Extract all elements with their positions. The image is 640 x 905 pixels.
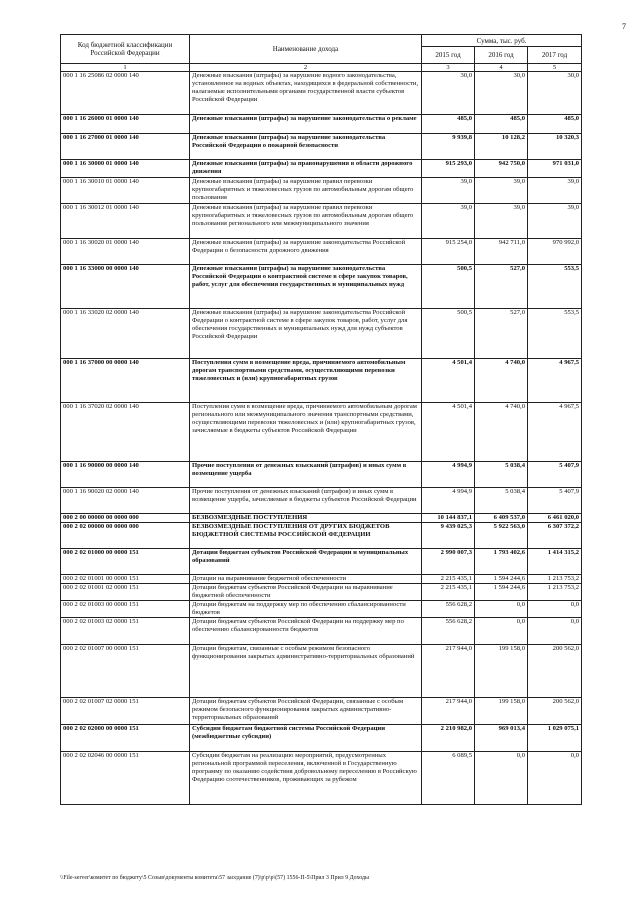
row-code: 000 1 16 37020 02 0000 140 [61,403,190,462]
row-value-2015: 217 944,0 [422,698,475,725]
row-value-2016: 30,0 [475,72,528,115]
row-code: 000 2 02 00000 00 0000 000 [61,523,190,549]
row-code: 000 2 02 01007 02 0000 151 [61,698,190,725]
row-value-2017: 970 992,0 [528,239,582,265]
row-name: Денежные взыскания (штрафы) за нарушение законодательства Российской Федерации о контрактной системе в сфере закупок товаров, работ, услуг для обеспечения государственных и муниципальных нужд [190,265,422,309]
row-code: 000 1 16 37000 00 0000 140 [61,359,190,403]
row-value-2016: 0,0 [475,601,528,618]
row-value-2015: 39,0 [422,204,475,239]
index-col-5: 5 [528,64,582,72]
row-value-2015: 4 994,9 [422,488,475,514]
row-value-2016: 5 038,4 [475,488,528,514]
row-value-2016: 39,0 [475,204,528,239]
row-code: 000 1 16 30012 01 0000 140 [61,204,190,239]
row-value-2016: 969 013,4 [475,725,528,752]
row-value-2017: 10 320,3 [528,134,582,160]
row-code: 000 2 00 00000 00 0000 000 [61,514,190,523]
table-row [61,725,582,752]
row-value-2017: 0,0 [528,618,582,645]
row-name: Поступления сумм в возмещение вреда, причиняемого автомобильным дорогам транспортными средствами, осуществляющими перевозки тяжеловесных и (или) крупногабаритных грузов [190,359,422,403]
table-row [61,523,582,549]
page-number: 7 [622,22,626,31]
row-value-2017: 200 562,0 [528,698,582,725]
row-code: 000 1 16 90020 02 0000 140 [61,488,190,514]
row-name: Субсидии бюджетам на реализацию мероприятий, предусмотренных региональной программой переселения, включенной в Государственную программу по оказанию содействия добровольному переселению в Российскую Федерацию соотечественников, проживающих за рубежом [190,752,422,805]
row-code: 000 1 16 27000 01 0000 140 [61,134,190,160]
row-value-2015: 217 944,0 [422,645,475,698]
row-value-2017: 30,0 [528,72,582,115]
row-value-2015: 4 994,9 [422,462,475,488]
row-value-2017: 553,5 [528,309,582,359]
row-value-2015: 2 990 007,3 [422,549,475,575]
table-row [61,549,582,575]
row-name: Денежные взыскания (штрафы) за нарушение правил перевозки крупногабаритных и тяжеловесных грузов по автомобильным дорогам общего пользования регионального или межмуниципального значения [190,204,422,239]
row-code: 000 2 02 01001 00 0000 151 [61,575,190,584]
index-col-3: 3 [422,64,475,72]
header-code: Код бюджетной классификации Российской Федерации [61,35,190,64]
table-row [61,601,582,618]
row-value-2015: 9 939,8 [422,134,475,160]
row-value-2017: 4 967,5 [528,403,582,462]
row-value-2017: 0,0 [528,601,582,618]
row-value-2016: 39,0 [475,178,528,204]
row-value-2017: 1 213 753,2 [528,584,582,601]
row-code: 000 1 16 30000 01 0000 140 [61,160,190,178]
table-row [61,488,582,514]
index-col-1: 1 [61,64,190,72]
table-row [61,178,582,204]
row-value-2017: 0,0 [528,752,582,805]
table-row [61,462,582,488]
table-row [61,115,582,134]
row-name: Денежные взыскания (штрафы) за нарушение водного законодательства, установленное на водных объектах, находящихся в федеральной собственности, налагаемые исполнительными органами государственной власти субъектов Российской Федерации [190,72,422,115]
row-value-2015: 556 628,2 [422,601,475,618]
row-value-2016: 199 158,0 [475,698,528,725]
row-code: 000 1 16 26000 01 0000 140 [61,115,190,134]
row-value-2017: 1 213 753,2 [528,575,582,584]
row-name: Поступления сумм в возмещение вреда, причиняемого автомобильным дорогам регионального или межмуниципального значения транспортными средствами, осуществляющими перевозки тяжеловесных и (или) крупногабаритных грузов, зачисляемые в бюджеты субъектов Российской Федерации [190,403,422,462]
row-value-2015: 39,0 [422,178,475,204]
revenue-table [60,34,582,805]
row-code: 000 1 16 33000 00 0000 140 [61,265,190,309]
row-name: Прочие поступления от денежных взысканий (штрафов) и иных сумм в возмещение ущерба [190,462,422,488]
row-name: Субсидии бюджетам бюджетной системы Российской Федерации (межбюджетные субсидии) [190,725,422,752]
row-value-2016: 1 594 244,6 [475,575,528,584]
table-row [61,359,582,403]
row-value-2015: 4 501,4 [422,359,475,403]
table-row [61,309,582,359]
row-code: 000 1 16 90000 00 0000 140 [61,462,190,488]
table-row [61,584,582,601]
row-value-2016: 5 922 563,0 [475,523,528,549]
header-amount: Сумма, тыс. руб. [422,35,582,47]
row-name: Дотации бюджетам на поддержку мер по обеспечению сбалансированности бюджетов [190,601,422,618]
index-col-4: 4 [475,64,528,72]
row-value-2017: 1 414 315,2 [528,549,582,575]
row-value-2016: 527,0 [475,309,528,359]
table-row [61,514,582,523]
row-value-2017: 1 029 075,1 [528,725,582,752]
row-name: Денежные взыскания (штрафы) за нарушение законодательства Российской Федерации о контрактной системе в сфере закупок товаров, работ, услуг для обеспечения государственных и муниципальных нужд для нужд субъектов Российской Федерации [190,309,422,359]
row-name: Дотации на выравнивание бюджетной обеспеченности [190,575,422,584]
header-year-2017: 2017 год [528,47,582,64]
row-value-2016: 4 740,0 [475,403,528,462]
row-value-2017: 39,0 [528,178,582,204]
row-value-2015: 2 215 435,1 [422,575,475,584]
row-value-2016: 4 740,0 [475,359,528,403]
row-value-2015: 500,5 [422,265,475,309]
row-value-2017: 6 307 372,2 [528,523,582,549]
table-row [61,575,582,584]
row-value-2016: 5 038,4 [475,462,528,488]
row-value-2016: 1 594 244,6 [475,584,528,601]
row-value-2015: 4 501,4 [422,403,475,462]
row-name: Дотации бюджетам субъектов Российской Федерации, связанные с особым режимом безопасного функционирования закрытых административно-территориальных образований [190,698,422,725]
row-value-2016: 1 793 402,6 [475,549,528,575]
row-value-2016: 199 158,0 [475,645,528,698]
row-name: Дотации бюджетам, связанные с особым режимом безопасного функционирования закрытых административно-территориальных образований [190,645,422,698]
table-row [61,618,582,645]
header-year-2015: 2015 год [422,47,475,64]
row-code: 000 2 02 02046 00 0000 151 [61,752,190,805]
header-name: Наименование дохода [190,35,422,64]
table-row [61,645,582,698]
row-value-2017: 485,0 [528,115,582,134]
row-value-2017: 971 031,0 [528,160,582,178]
header-year-2016: 2016 год [475,47,528,64]
row-value-2015: 485,0 [422,115,475,134]
table-row [61,134,582,160]
row-value-2015: 30,0 [422,72,475,115]
row-value-2016: 0,0 [475,618,528,645]
table-row [61,239,582,265]
table-row [61,265,582,309]
row-code: 000 2 02 02000 00 0000 151 [61,725,190,752]
row-value-2017: 553,5 [528,265,582,309]
row-code: 000 2 02 01003 02 0000 151 [61,618,190,645]
row-value-2016: 485,0 [475,115,528,134]
row-code: 000 1 16 30010 01 0000 140 [61,178,190,204]
row-code: 000 1 16 25086 02 0000 140 [61,72,190,115]
row-value-2016: 942 750,0 [475,160,528,178]
table-row [61,698,582,725]
table-row [61,204,582,239]
row-value-2017: 200 562,0 [528,645,582,698]
row-name: Денежные взыскания (штрафы) за нарушение законодательства о рекламе [190,115,422,134]
row-name: Дотации бюджетам субъектов Российской Федерации на поддержку мер по обеспечению сбалансированности бюджетов [190,618,422,645]
row-value-2015: 9 439 025,3 [422,523,475,549]
row-value-2015: 2 210 982,0 [422,725,475,752]
row-value-2015: 10 144 837,1 [422,514,475,523]
row-value-2016: 10 128,2 [475,134,528,160]
row-value-2015: 6 089,5 [422,752,475,805]
row-name: Денежные взыскания (штрафы) за нарушение законодательства Российской Федерации о пожарной безопасности [190,134,422,160]
row-value-2016: 942 711,0 [475,239,528,265]
row-value-2015: 915 254,0 [422,239,475,265]
table-row [61,752,582,805]
row-code: 000 1 16 30020 01 0000 140 [61,239,190,265]
row-value-2015: 915 293,0 [422,160,475,178]
row-value-2017: 5 407,9 [528,462,582,488]
row-name: Денежные взыскания (штрафы) за правонарушения в области дорожного движения [190,160,422,178]
row-value-2017: 39,0 [528,204,582,239]
row-code: 000 1 16 33020 02 0000 140 [61,309,190,359]
footer-file-path: \\File-server\комитет по бюджету\5 Созыв\документы комитета\57 заседание (7)\р\р\р\(57) 1556-П-5\Прил 3 Прил 9 Доходы [60,875,369,881]
table-row [61,72,582,115]
row-code: 000 2 02 01001 02 0000 151 [61,584,190,601]
row-name: Денежные взыскания (штрафы) за нарушение правил перевозки крупногабаритных и тяжеловесных грузов по автомобильным дорогам общего пользования [190,178,422,204]
row-value-2017: 4 967,5 [528,359,582,403]
row-code: 000 2 02 01007 00 0000 151 [61,645,190,698]
row-value-2016: 6 409 537,0 [475,514,528,523]
index-col-2: 2 [190,64,422,72]
row-code: 000 2 02 01000 00 0000 151 [61,549,190,575]
row-value-2015: 2 215 435,1 [422,584,475,601]
row-name: Дотации бюджетам субъектов Российской Федерации и муниципальных образований [190,549,422,575]
row-name: БЕЗВОЗМЕЗДНЫЕ ПОСТУПЛЕНИЯ ОТ ДРУГИХ БЮДЖЕТОВ БЮДЖЕТНОЙ СИСТЕМЫ РОССИЙСКОЙ ФЕДЕРАЦИИ [190,523,422,549]
row-name: Денежные взыскания (штрафы) за нарушение законодательства Российской Федерации о безопасности дорожного движения [190,239,422,265]
row-name: БЕЗВОЗМЕЗДНЫЕ ПОСТУПЛЕНИЯ [190,514,422,523]
table-row [61,403,582,462]
table-row [61,160,582,178]
row-code: 000 2 02 01003 00 0000 151 [61,601,190,618]
row-name: Дотации бюджетам субъектов Российской Федерации на выравнивание бюджетной обеспеченности [190,584,422,601]
row-value-2016: 0,0 [475,752,528,805]
row-value-2017: 6 461 020,0 [528,514,582,523]
row-name: Прочие поступления от денежных взысканий (штрафов) и иных сумм в возмещение ущерба, зачисляемые в бюджеты субъектов Российской Федерации [190,488,422,514]
row-value-2015: 556 628,2 [422,618,475,645]
row-value-2017: 5 407,9 [528,488,582,514]
row-value-2016: 527,0 [475,265,528,309]
row-value-2015: 500,5 [422,309,475,359]
